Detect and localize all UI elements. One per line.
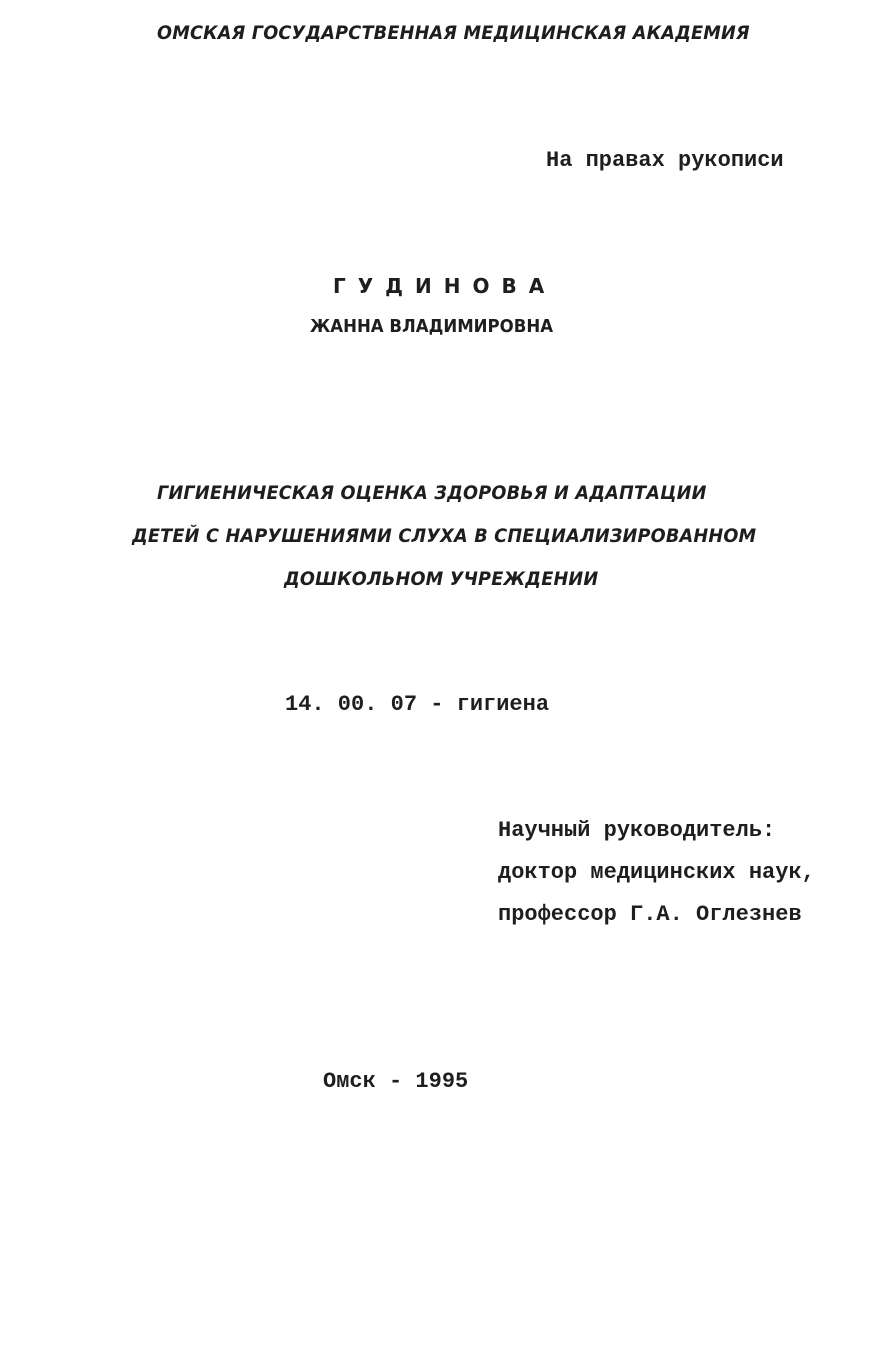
thesis-title-line-3: ДОШКОЛЬНОМ УЧРЕЖДЕНИИ <box>284 568 599 590</box>
thesis-title-line-2: ДЕТЕЙ С НАРУШЕНИЯМИ СЛУХА В СПЕЦИАЛИЗИРОВАННОМ <box>132 525 757 547</box>
advisor-name: профессор Г.А. Оглезнев <box>498 902 802 927</box>
institution-name: ОМСКАЯ ГОСУДАРСТВЕННАЯ МЕДИЦИНСКАЯ АКАДЕМИЯ <box>157 22 750 44</box>
author-surname: ГУДИНОВА <box>333 274 557 298</box>
city-year: Омск - 1995 <box>323 1069 469 1094</box>
advisor-degree: доктор медицинских наук, <box>498 860 815 885</box>
manuscript-note: На правах рукописи <box>546 148 784 173</box>
specialty-code: 14. 00. 07 - гигиена <box>285 692 550 717</box>
advisor-heading: Научный руководитель: <box>498 818 776 843</box>
author-given-name: ЖАННА ВЛАДИМИРОВНА <box>310 316 554 337</box>
thesis-title-line-1: ГИГИЕНИЧЕСКАЯ ОЦЕНКА ЗДОРОВЬЯ И АДАПТАЦИИ <box>157 482 707 504</box>
